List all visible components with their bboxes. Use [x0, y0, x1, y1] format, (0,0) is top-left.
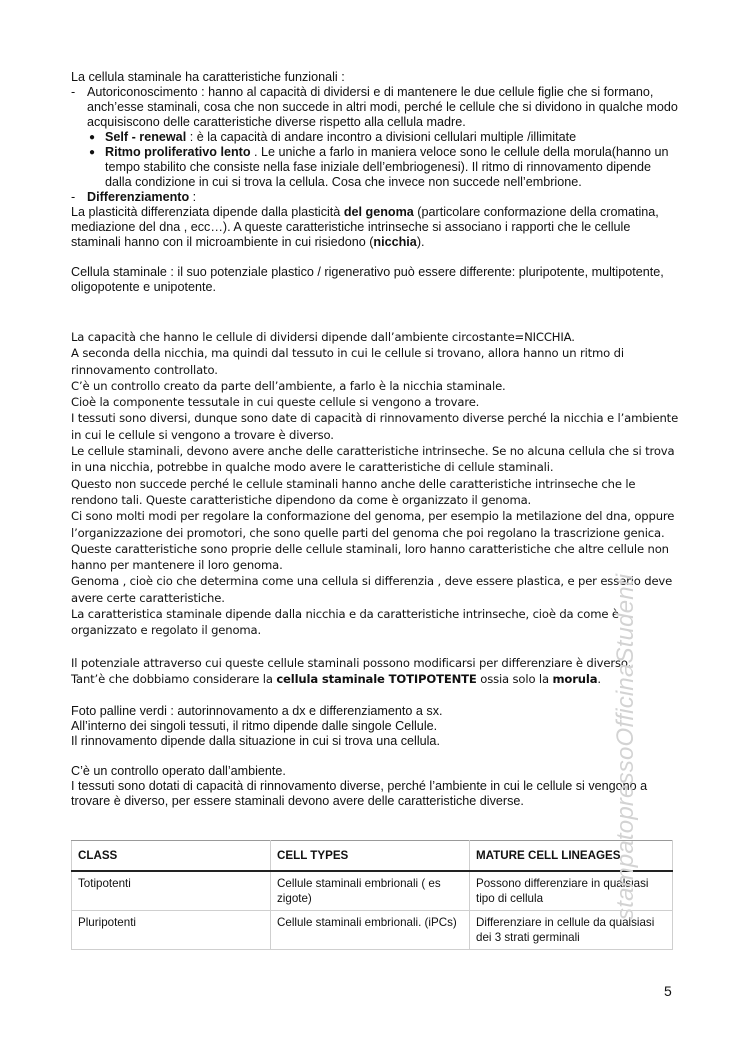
text-run: . [597, 671, 601, 686]
bold-run: cellula staminale TOTIPOTENTE [276, 671, 477, 686]
dash-item-differenziamento [71, 190, 681, 205]
text-line: I tessuti sono diversi, dunque sono date di capacità di rinnovamento diverse perché la nicchia e l’ambiente in cui le cellule si vengono a trovare è diverso. [71, 411, 679, 442]
text-line: Ci sono molti modi per regolare la conformazione del genoma, per esempio la metilazione del dna, oppure l’organizzazione dei promotori, che sono quelle parti del genoma che poi regolano la trascrizione genica. [71, 509, 675, 540]
table-cell: Differenziare in cellule da qualsiasi dei 3 strati germinali [470, 911, 673, 950]
text-line: C’è un controllo creato da parte dell’ambiente, a farlo è la nicchia staminale. [71, 378, 506, 393]
bullet-rest: : è la capacità di andare incontro a divisioni cellulari multiple /illimitate [186, 130, 577, 144]
text-line: Cioè la componente tessutale in cui queste cellule si vengono a trovare. [71, 395, 480, 410]
bullet-bold: Self - renewal [105, 130, 187, 144]
text-line: Queste caratteristiche sono proprie delle cellule staminali, loro hanno caratteristiche che altre cellule non hanno per mantenere il loro genoma. [71, 541, 669, 573]
paragraph-potenziale: Cellula staminale : il suo potenziale plastico / rigenerativo può essere differente: pluripotente, multipotente, oligopotente e unipotente. [71, 265, 664, 294]
dash-text: Autoriconoscimento : hanno al capacità di dividersi e di mantenere le due cellule figlie che si formano, anch’esse staminali, cosa che non succede in altri modi, perché le cellule che si dividono in qualche modo acquisiscono delle caratteristiche diverse rispetto alla cellula madre. [87, 85, 678, 129]
paragraph-totipotente [71, 671, 681, 687]
intro-line: La cellula staminale ha caratteristiche funzionali : [71, 70, 345, 84]
text-line: Il rinnovamento dipende dalla situazione in cui si trova una cellula. [71, 734, 440, 748]
bullet-text [105, 130, 576, 145]
paragraph-potenziale-diverso: Il potenziale attraverso cui queste cellule staminali possono modificarsi per differenziare è diverso. [71, 655, 632, 670]
text-run: La plasticità differenziata dipende dalla plasticità [71, 205, 344, 219]
paragraph-plasticita [71, 205, 681, 250]
nicchia-lines [71, 329, 681, 639]
table-row [72, 911, 673, 950]
text-line: Questo non succede perché le cellule staminali hanno anche delle caratteristiche intrinseche che le rendono tali. Queste caratteristiche dipendono da come è organizzato il genoma. [71, 476, 636, 507]
table-cell: Totipotenti [72, 871, 271, 911]
bullet-item-self-renewal [89, 130, 681, 145]
text-line: La caratteristica staminale dipende dalla nicchia e da caratteristiche intrinseche, cioè da come è organizzato e regolato il genoma. [71, 607, 619, 638]
bullet-icon: ● [89, 132, 96, 143]
bullet-rest: . Le uniche a farlo in maniera veloce sono le cellule della morula(hanno un tempo stabilito che consiste nella fase iniziale dell’embriogenesi). Il ritmo di rinnovamento dipende dalla condizione in cui si trova la cellula. Cosa che invece non succede nell’embrione. [105, 145, 669, 189]
header-class: CLASS [72, 841, 271, 872]
text-run: (particolare conformazione della cromatina, mediazione del dna , ecc…). A queste caratteristiche intrinseche si associano i rapporti che le cellule staminali hanno con il microambiente in cui risiedono ( [71, 205, 659, 249]
paragraph-tessuti: I tessuti sono dotati di capacità di rinnovamento diverse, perché l’ambiente in cui le cellule si vengono a trovare è diverso, per essere staminali devono avere delle caratteristiche diverse. [71, 779, 648, 808]
table-cell: Pluripotenti [72, 911, 271, 950]
text-line: A seconda della nicchia, ma quindi dal tessuto in cui le cellule si trovano, allora hanno un ritmo di rinnovamento controllato. [71, 346, 624, 377]
text-line: Le cellule staminali, devono avere anche delle caratteristiche intrinseche. Se no alcuna cellula che si trova in una nicchia, potrebbe in qualche modo avere le caratteristiche di cellule staminali. [71, 444, 675, 475]
foto-lines [71, 704, 681, 749]
section-nicchia [71, 329, 681, 687]
table-row [72, 871, 673, 911]
dash-bold: Differenziamento [87, 190, 190, 204]
text-run: ossia solo la [476, 671, 553, 686]
header-cell-types: CELL TYPES [271, 841, 470, 872]
dash-item-autoriconoscimento [71, 85, 681, 130]
table-cell: Possono differenziare in qualsiasi tipo di cellula [470, 871, 673, 911]
text-line: Foto palline verdi : autorinnovamento a dx e differenziamento a sx. [71, 704, 443, 718]
bullet-text [105, 145, 681, 190]
dash-marker: - [71, 190, 76, 204]
paragraph-controllo: C’è un controllo operato dall’ambiente. [71, 764, 286, 778]
bullet-icon: ● [89, 147, 96, 158]
section-functional-characteristics [71, 70, 681, 295]
dash-text [87, 190, 196, 205]
text-run: ). [416, 235, 425, 249]
table-cell: Cellule staminali embrionali. (iPCs) [271, 911, 470, 950]
table-cell: Cellule staminali embrionali ( es zigote) [271, 871, 470, 911]
text-run: Tant’è che dobbiamo considerare la [71, 671, 277, 686]
bullet-bold: Ritmo proliferativo lento [105, 145, 251, 159]
potency-table [71, 840, 673, 950]
text-line: All’interno dei singoli tessuti, il ritmo dipende dalle singole Cellule. [71, 719, 438, 733]
header-mature-lineages: MATURE CELL LINEAGES [470, 841, 673, 872]
bullet-item-ritmo [89, 145, 681, 190]
bold-run: del genoma [343, 205, 414, 219]
text-line: La capacità che hanno le cellule di dividersi dipende dall’ambiente circostante=NICCHIA. [71, 330, 575, 344]
text-line: Genoma , cioè cio che determina come una cellula si differenzia , deve essere plastica, e per esserlo deve avere certe caratteristiche. [71, 574, 673, 605]
section-foto-palline [71, 704, 681, 809]
page-number: 5 [664, 983, 672, 999]
bold-run: nicchia [373, 235, 417, 249]
table-header-row [72, 841, 673, 872]
dash-rest: : [189, 190, 197, 204]
bold-run: morula [552, 671, 598, 686]
dash-marker: - [71, 85, 76, 99]
watermark: stampatopressoOfficinaStudenti [612, 573, 639, 920]
